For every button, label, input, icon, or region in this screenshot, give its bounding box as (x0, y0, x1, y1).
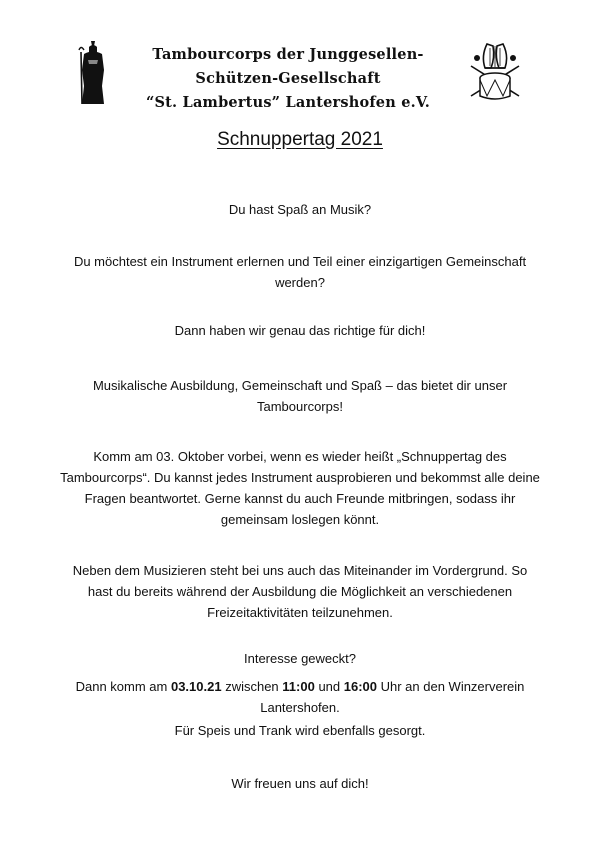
club-header-title (112, 43, 464, 115)
p8-mid2: und (314, 679, 344, 694)
paragraph-6: Neben dem Musizieren steht bei uns auch das Miteinander im Vordergrund. So hast du bereits während der Ausbildung die Möglichkeit an verschiedenen Freizeitaktivitäten teilzunehmen. (72, 563, 528, 620)
paragraph-4: Musikalische Ausbildung, Gemeinschaft und Spaß – das bietet dir unser Tambourcorps! (92, 378, 508, 414)
event-date: 03.10.21 (170, 679, 222, 694)
start-time: 11:00 (282, 679, 315, 694)
instruments-emblem-icon (469, 40, 521, 104)
saint-figure-icon (76, 40, 110, 106)
paragraph-1: Du hast Spaß an Musik? (228, 202, 372, 217)
paragraph-9: Für Speis und Trank wird ebenfalls gesorgt. (174, 723, 426, 738)
paragraph-5: Komm am 03. Oktober vorbei, wenn es wieder heißt „Schnuppertag des Tambourcorps“. Du kannst jedes Instrument ausprobieren und bekommst alle deine Fragen beantwortet. Gerne kannst du auch Freunde mitbringen, sodass ihr gemeinsam loslegen könnt. (60, 449, 540, 527)
end-time: 16:00 (343, 679, 377, 694)
p8-mid1: zwischen (221, 679, 283, 694)
paragraph-7: Interesse geweckt? (243, 651, 356, 666)
paragraph-8 (60, 676, 540, 718)
p8-pre: Dann komm am (75, 679, 171, 694)
document-title: Schnuppertag 2021 (217, 129, 383, 150)
p8-post: Uhr an den Winzerverein Lantershofen. (260, 679, 525, 715)
club-name-line1: Tambourcorps der Junggesellen-Schützen-Gesellschaft (152, 46, 424, 87)
paragraph-10: Wir freuen uns auf dich! (231, 776, 369, 791)
club-name-line2: “St. Lambertus” Lantershofen e.V. (145, 94, 431, 111)
paragraph-2: Du möchtest ein Instrument erlernen und Teil einer einzigartigen Gemeinschaft werden? (73, 254, 527, 290)
paragraph-3: Dann haben wir genau das richtige für dich! (174, 323, 426, 338)
